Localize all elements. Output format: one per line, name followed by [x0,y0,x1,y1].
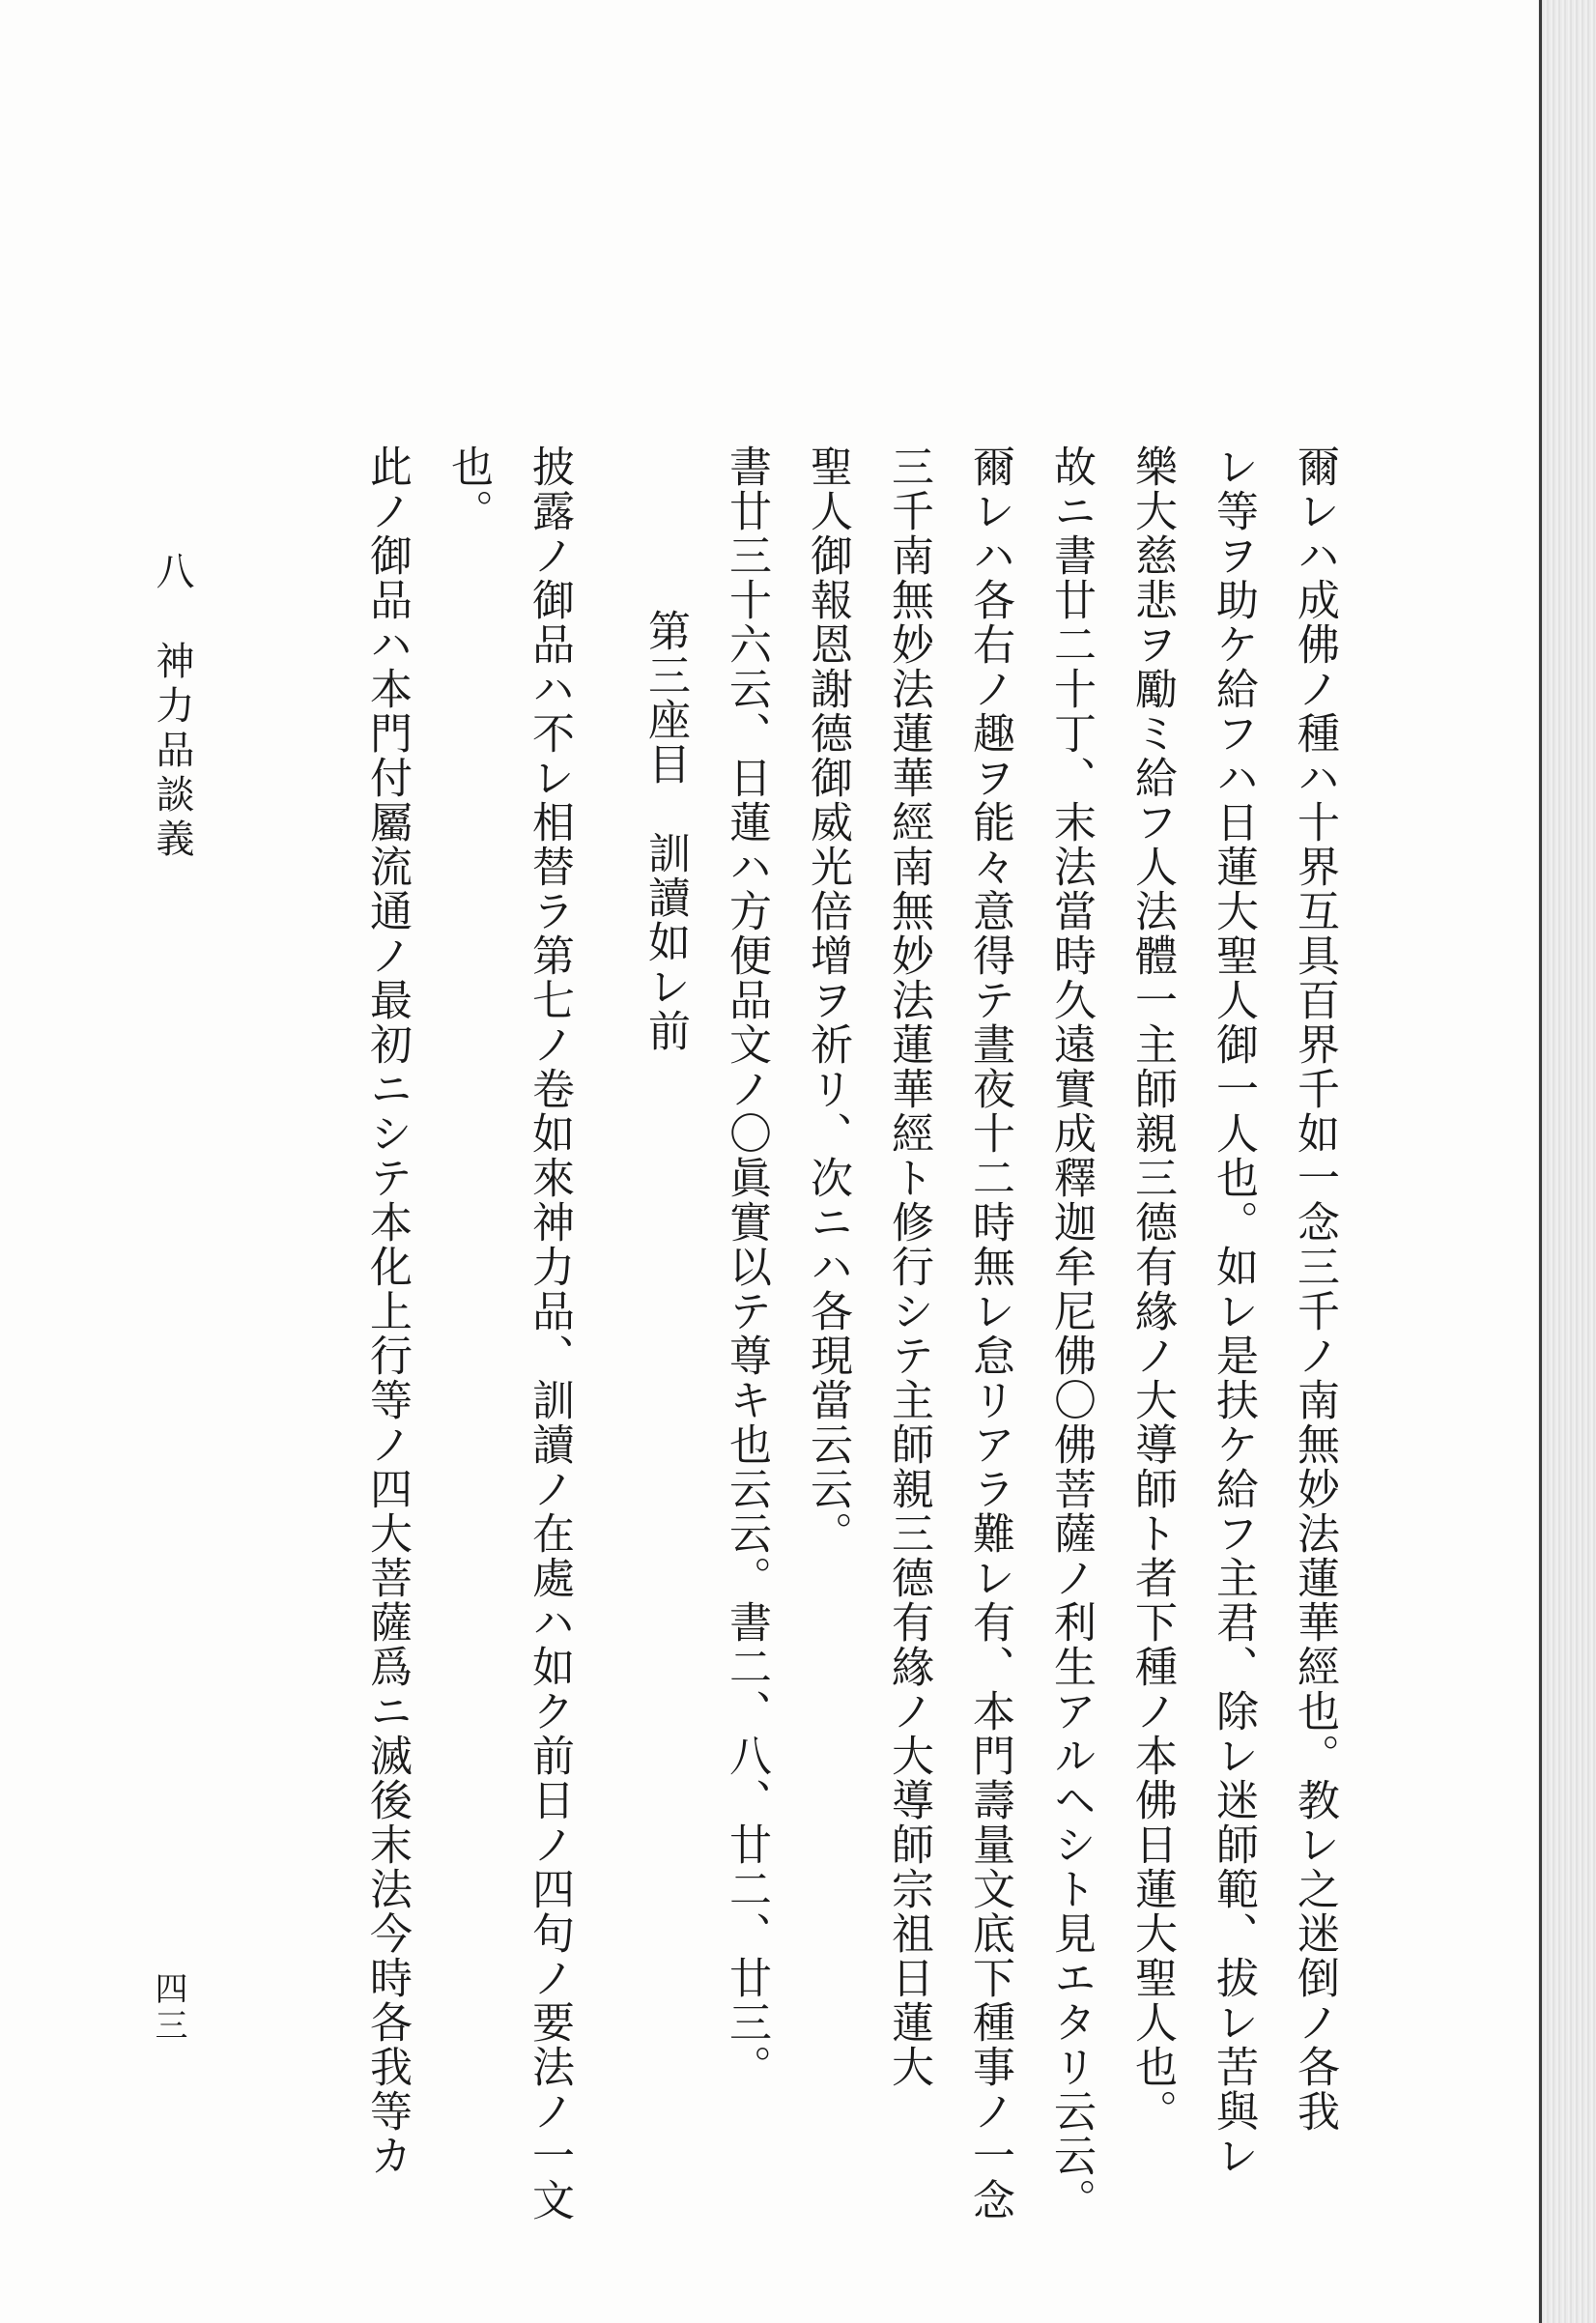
text-column: 此ノ御品ハ本門付屬流通ノ最初ニシテ本化上行等ノ四大菩薩爲ニ滅後末法今時各我等カ [362,445,412,2178]
text-column: 爾レハ各右ノ趣ヲ能々意得テ晝夜十二時無レ怠リアラ難レ有、本門壽量文底下種事ノ一念 [965,445,1014,2223]
page-number: 四三 [149,1971,187,2045]
section-heading: 第三座目 訓讀如レ前 [641,609,690,1053]
text-column: 聖人御報恩謝德御威光倍增ヲ祈リ、次ニハ各現當云云。 [803,445,852,1556]
text-column: 三千南無妙法蓮華經南無妙法蓮華經ト修行シテ主師親三德有緣ノ大導師宗祖日蓮大 [884,445,933,2089]
chapter-title: 神力品談義 [150,640,194,863]
text-column: 爾レハ成佛ノ種ハ十界互具百界千如一念三千ノ南無妙法蓮華經也。教レ之迷倒ノ各我 [1290,445,1339,2134]
running-head [145,551,200,863]
body-text [311,445,1354,2223]
binding-line [1539,0,1542,2323]
text-column: レ等ヲ助ケ給フハ日蓮大聖人御一人也。如レ是扶ケ給フ主君、除レ迷師範、拔レ苦與レ [1209,445,1258,2178]
text-column: 披露ノ御品ハ不レ相替ラ第七ノ卷如來神力品、訓讀ノ在處ハ如ク前日ノ四句ノ要法ノ一文 [525,445,574,2223]
chapter-number: 八 [150,551,194,595]
text-column: 樂大慈悲ヲ勵ミ給フ人法體一主師親三德有緣ノ大導師ト者下種ノ本佛日蓮大聖人也。 [1127,445,1177,2134]
binding-edge [1538,0,1596,2323]
text-column: 故ニ書廿二十丁、末法當時久遠實成釋迦牟尼佛〇佛菩薩ノ利生アルヘシト見エタリ云云。 [1046,445,1096,2223]
text-column: 書廿三十六云、日蓮ハ方便品文ノ〇眞實以テ尊キ也云云。書二、八、廿二、廿三。 [722,445,771,2089]
text-column: 也。 [443,445,493,533]
